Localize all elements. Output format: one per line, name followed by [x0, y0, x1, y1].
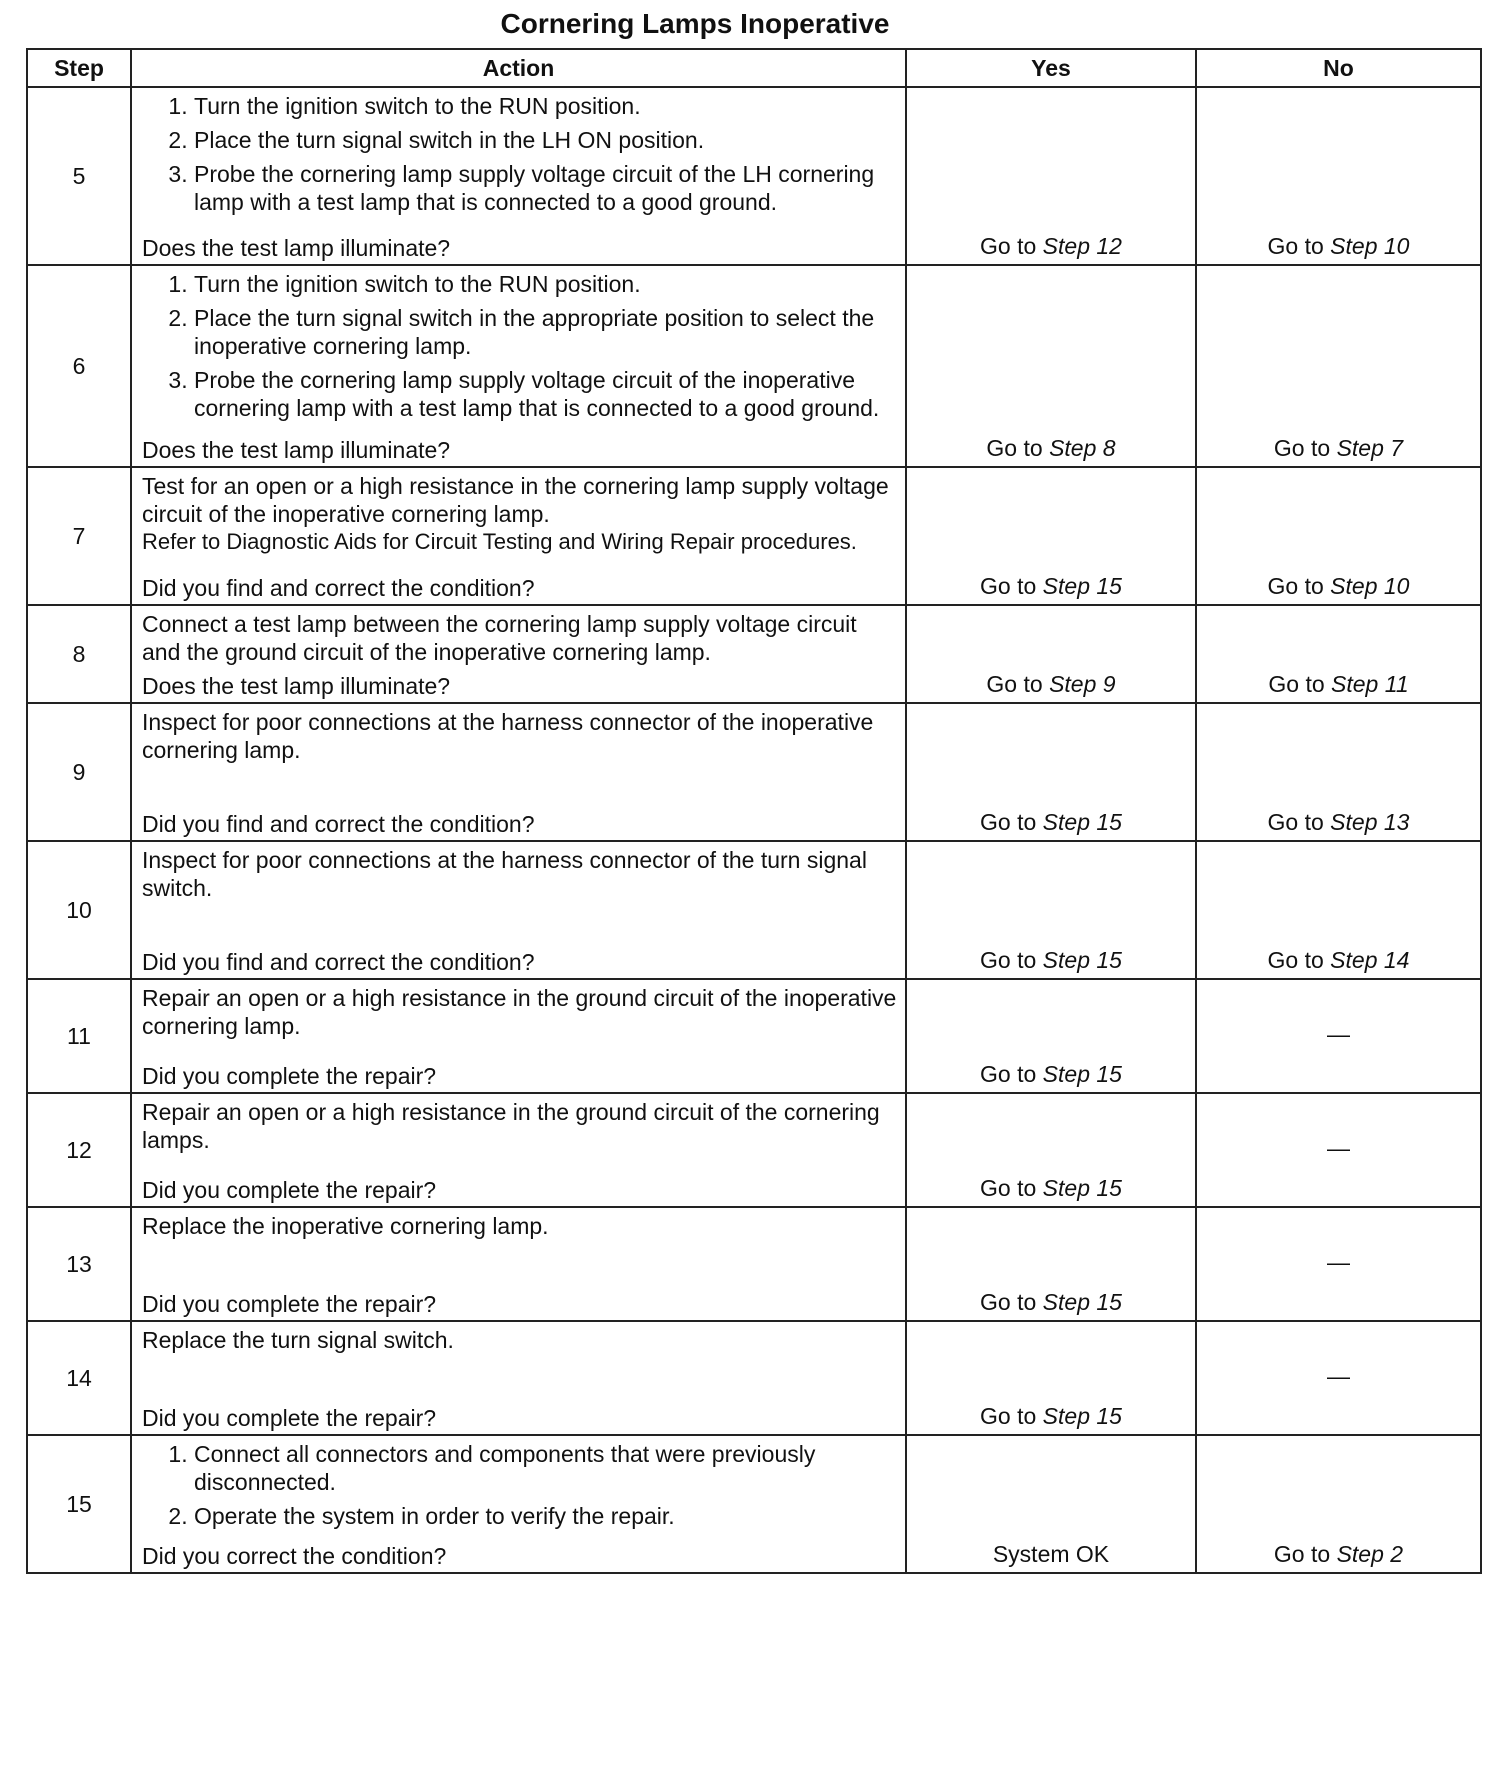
- table-row: [27, 265, 1481, 467]
- action-list-item: 3. Probe the cornering lamp supply voltage circuit of the LH cornering lamp with a test lamp that is connected to a good ground.: [194, 160, 897, 216]
- step-number: 5: [27, 87, 131, 265]
- action-cell: [131, 265, 906, 467]
- action-cell: [131, 87, 906, 265]
- no-result: [1196, 979, 1481, 1093]
- action-instructions: [142, 1212, 897, 1240]
- action-instruction-text: Inspect for poor connections at the harness connector of the inoperative cornering lamp.: [142, 709, 874, 763]
- goto-prefix: Go to: [1267, 947, 1331, 973]
- action-question: Did you correct the condition?: [142, 1543, 447, 1569]
- action-step-list: [142, 1440, 897, 1530]
- goto-prefix: Go to: [986, 435, 1050, 461]
- goto-step-link: Step 15: [1042, 809, 1122, 835]
- goto-prefix: Go to: [1267, 233, 1331, 259]
- action-cell: [131, 467, 906, 605]
- table-row: [27, 87, 1481, 265]
- goto-step-link: Step 15: [1042, 947, 1122, 973]
- table-row: [27, 605, 1481, 703]
- step-number: 13: [27, 1207, 131, 1321]
- action-instruction-text: Refer to Diagnostic Aids for Circuit Testing and Wiring Repair procedures.: [142, 529, 857, 554]
- goto-step-link: Step 15: [1042, 1061, 1122, 1087]
- action-question: Did you complete the repair?: [142, 1291, 437, 1317]
- not-applicable-dash: —: [1327, 1135, 1350, 1161]
- yes-result: [906, 979, 1196, 1093]
- goto-prefix: Go to: [980, 947, 1043, 973]
- action-cell: [131, 1435, 906, 1573]
- step-number: 10: [27, 841, 131, 979]
- goto-step-link: Step 15: [1042, 1175, 1122, 1201]
- action-content: [142, 708, 897, 838]
- action-list-item: 2. Place the turn signal switch in the LH ON position.: [194, 126, 897, 154]
- goto-step-link: Step 15: [1042, 1403, 1122, 1429]
- not-applicable-dash: —: [1327, 1021, 1350, 1047]
- action-list-item: 1. Connect all connectors and components that were previously disconnected.: [194, 1440, 897, 1496]
- header-step: Step: [27, 49, 131, 87]
- action-instructions: [142, 270, 897, 428]
- yes-result: [906, 467, 1196, 605]
- goto-step-link: Step 14: [1330, 947, 1410, 973]
- step-number: 14: [27, 1321, 131, 1435]
- action-instruction-text: Connect a test lamp between the cornering lamp supply voltage circuit and the ground circuit of the inoperative cornering lamp.: [142, 611, 857, 665]
- action-content: [142, 984, 897, 1090]
- table-row: [27, 841, 1481, 979]
- action-instructions: [142, 708, 897, 764]
- action-instruction-text: Inspect for poor connections at the harness connector of the turn signal switch.: [142, 847, 867, 901]
- action-instruction-text: Repair an open or a high resistance in the ground circuit of the cornering lamps.: [142, 1099, 880, 1153]
- not-applicable-dash: —: [1327, 1249, 1350, 1275]
- yes-result: [906, 265, 1196, 467]
- step-number: 6: [27, 265, 131, 467]
- action-instruction-text: Test for an open or a high resistance in the cornering lamp supply voltage circuit of the inoperative cornering lamp.: [142, 473, 889, 527]
- goto-prefix: Go to: [980, 809, 1043, 835]
- yes-result: [906, 87, 1196, 265]
- table-row: [27, 1321, 1481, 1435]
- goto-step-link: Step 12: [1042, 233, 1122, 259]
- action-cell: [131, 703, 906, 841]
- goto-step-link: Step 9: [1049, 671, 1116, 697]
- yes-result: [906, 605, 1196, 703]
- goto-prefix: Go to: [1267, 809, 1331, 835]
- goto-step-link: Step 15: [1042, 1289, 1122, 1315]
- table-row: [27, 1207, 1481, 1321]
- table-row: [27, 1435, 1481, 1573]
- action-list-item: 1. Turn the ignition switch to the RUN position.: [194, 92, 897, 120]
- step-number: 7: [27, 467, 131, 605]
- no-result: [1196, 1321, 1481, 1435]
- no-result: [1196, 703, 1481, 841]
- goto-prefix: Go to: [1268, 671, 1332, 697]
- action-question: Did you find and correct the condition?: [142, 575, 535, 601]
- action-question: Does the test lamp illuminate?: [142, 437, 451, 463]
- action-content: [142, 610, 897, 700]
- action-cell: [131, 1321, 906, 1435]
- goto-step-link: Step 10: [1330, 233, 1410, 259]
- action-list-item: 2. Operate the system in order to verify the repair.: [194, 1502, 897, 1530]
- action-step-list: [142, 270, 897, 422]
- goto-prefix: Go to: [980, 1061, 1043, 1087]
- action-instructions: [142, 1326, 897, 1354]
- goto-step-link: Step 11: [1331, 671, 1409, 697]
- table-body: [27, 87, 1481, 1573]
- no-result: [1196, 841, 1481, 979]
- no-result: [1196, 1207, 1481, 1321]
- action-content: [142, 846, 897, 976]
- action-question: Did you complete the repair?: [142, 1405, 437, 1431]
- no-result: [1196, 1093, 1481, 1207]
- yes-result: [906, 703, 1196, 841]
- goto-prefix: Go to: [980, 573, 1043, 599]
- action-content: [142, 1326, 897, 1432]
- action-list-item: 3. Probe the cornering lamp supply voltage circuit of the inoperative cornering lamp with a test lamp that is connected to a good ground.: [194, 366, 897, 422]
- diagnostic-table: [26, 48, 1482, 1574]
- header-action: Action: [131, 49, 906, 87]
- action-cell: [131, 979, 906, 1093]
- action-content: [142, 1440, 897, 1570]
- table-title: Cornering Lamps Inoperative: [500, 8, 890, 39]
- yes-result: [906, 1321, 1196, 1435]
- header-yes: Yes: [906, 49, 1196, 87]
- goto-step-link: Step 10: [1330, 573, 1410, 599]
- action-instructions: [142, 984, 897, 1040]
- goto-step-link: Step 15: [1042, 573, 1122, 599]
- goto-step-link: Step 8: [1049, 435, 1116, 461]
- action-question: Did you complete the repair?: [142, 1177, 437, 1203]
- header-no: No: [1196, 49, 1481, 87]
- step-number: 12: [27, 1093, 131, 1207]
- goto-prefix: Go to: [980, 1175, 1043, 1201]
- action-instructions: [142, 472, 897, 556]
- action-content: [142, 1212, 897, 1318]
- action-instructions: [142, 1440, 897, 1536]
- action-step-list: [142, 92, 897, 216]
- goto-step-link: Step 13: [1330, 809, 1410, 835]
- goto-prefix: Go to: [980, 1289, 1043, 1315]
- goto-prefix: Go to: [980, 233, 1043, 259]
- yes-result: [906, 1093, 1196, 1207]
- step-number: 11: [27, 979, 131, 1093]
- yes-result: [906, 1207, 1196, 1321]
- no-result: [1196, 467, 1481, 605]
- action-cell: [131, 605, 906, 703]
- goto-prefix: Go to: [1273, 1541, 1337, 1567]
- step-number: 9: [27, 703, 131, 841]
- action-question: Does the test lamp illuminate?: [142, 235, 451, 261]
- action-content: [142, 270, 897, 464]
- goto-prefix: Go to: [980, 1403, 1043, 1429]
- action-instruction-text: Replace the inoperative cornering lamp.: [142, 1213, 549, 1239]
- action-question: Did you find and correct the condition?: [142, 811, 535, 837]
- goto-prefix: Go to: [986, 671, 1050, 697]
- action-cell: [131, 841, 906, 979]
- no-result: [1196, 1435, 1481, 1573]
- action-content: [142, 92, 897, 262]
- table-row: [27, 703, 1481, 841]
- action-cell: [131, 1093, 906, 1207]
- yes-result: [906, 1435, 1196, 1573]
- action-instructions: [142, 92, 897, 222]
- not-applicable-dash: —: [1327, 1363, 1350, 1389]
- action-question: Does the test lamp illuminate?: [142, 673, 451, 699]
- step-number: 15: [27, 1435, 131, 1573]
- result-text: System OK: [992, 1541, 1110, 1567]
- no-result: [1196, 87, 1481, 265]
- action-list-item: 2. Place the turn signal switch in the appropriate position to select the inoperative cornering lamp.: [194, 304, 897, 360]
- goto-prefix: Go to: [1273, 435, 1337, 461]
- action-question: Did you complete the repair?: [142, 1063, 437, 1089]
- step-number: 8: [27, 605, 131, 703]
- action-instructions: [142, 1098, 897, 1154]
- action-list-item: 1. Turn the ignition switch to the RUN position.: [194, 270, 897, 298]
- no-result: [1196, 605, 1481, 703]
- action-content: [142, 1098, 897, 1204]
- table-row: [27, 1093, 1481, 1207]
- no-result: [1196, 265, 1481, 467]
- goto-prefix: Go to: [1267, 573, 1331, 599]
- action-instruction-text: Repair an open or a high resistance in the ground circuit of the inoperative cornering lamp.: [142, 985, 897, 1039]
- goto-step-link: Step 7: [1336, 435, 1404, 461]
- goto-step-link: Step 2: [1336, 1541, 1404, 1567]
- action-question: Did you find and correct the condition?: [142, 949, 535, 975]
- header-row: [27, 49, 1481, 87]
- action-instructions: [142, 846, 897, 902]
- action-cell: [131, 1207, 906, 1321]
- table-row: [27, 979, 1481, 1093]
- table-row: [27, 467, 1481, 605]
- action-content: [142, 472, 897, 602]
- action-instructions: [142, 610, 897, 666]
- yes-result: [906, 841, 1196, 979]
- action-instruction-text: Replace the turn signal switch.: [142, 1327, 454, 1353]
